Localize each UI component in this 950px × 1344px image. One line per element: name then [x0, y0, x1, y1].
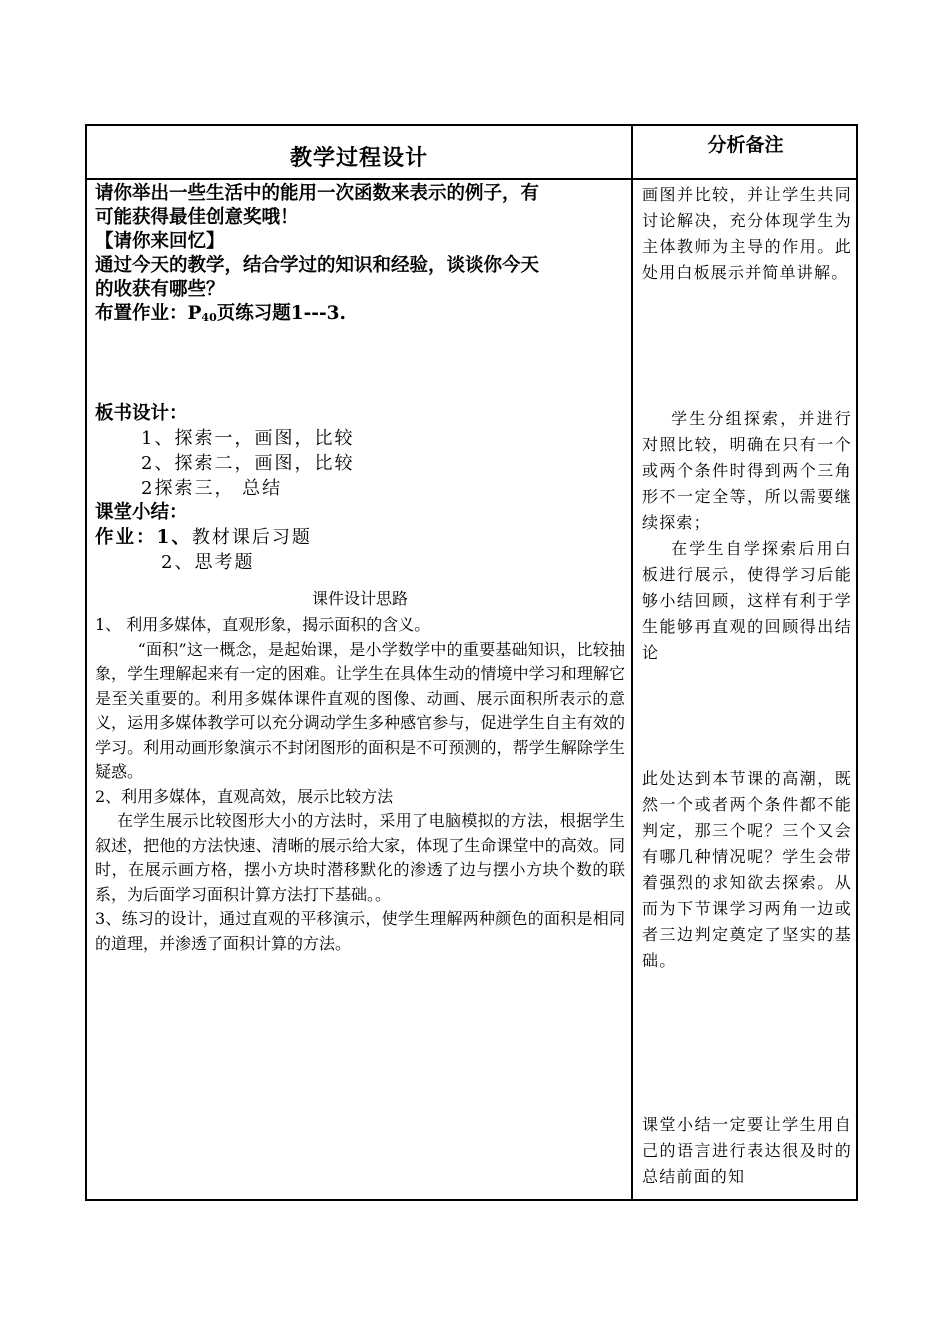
header-teaching-process: 教学过程设计 — [289, 145, 428, 171]
homework-item-2: 2、思考题 — [161, 552, 255, 573]
homework-line — [95, 302, 625, 330]
note: 课堂小结一定要让学生用自己的语言进行表达很及时的总结前面的知 — [642, 1115, 852, 1186]
analysis-notes-column — [642, 182, 852, 1190]
header-analysis-notes: 分析备注 — [707, 134, 784, 156]
homework-item-1 — [95, 525, 625, 550]
lesson-table — [85, 124, 858, 1201]
bold-line: 的收获有哪些？ — [95, 279, 225, 300]
bold-line: 请你举出一些生活中的能用一次函数来表示的例子，有 — [95, 183, 540, 204]
design-paragraph: 2、利用多媒体，直观高效，展示比较方法 — [95, 786, 394, 806]
note: 此处达到本节课的高潮，既然一个或者两个条件都不能判定，那三个呢？三个又会有哪几种情况呢？学生会带着强烈的求知欲去探索。从而为下节课学习两角一边或者三边判定奠定了坚实的基础。 — [642, 769, 852, 970]
note: 画图并比较，并让学生共同讨论解决，充分体现学生为主体教师为主导的作用。此处用白板展示并简单讲解。 — [642, 185, 852, 282]
board-item: 2探索三， 总结 — [141, 478, 283, 499]
board-item: 1、探索一，画图，比较 — [141, 428, 355, 449]
bold-line: 可能获得最佳创意奖哦！ — [95, 207, 299, 228]
header-divider — [87, 178, 856, 180]
bold-line: 【请你来回忆】 — [95, 231, 225, 252]
homework-page: 40 — [201, 311, 217, 324]
design-paragraph: 1、 利用多媒体，直观形象，揭示面积的含义。 — [95, 615, 431, 634]
bold-line: 通过今天的教学，结合学过的知识和经验，谈谈你今天 — [95, 255, 540, 276]
design-paragraph: 3、练习的设计，通过直观的平移演示，使学生理解两种颜色的面积是相同的道理，并渗透了面积计算的方法。 — [95, 909, 625, 953]
note: 学生分组探索，并进行对照比较，明确在只有一个或两个条件时得到两个三角形不一定全等，所以需要继续探索； — [642, 409, 852, 532]
design-title: 课件设计思路 — [311, 589, 408, 608]
design-paragraph: “面积”这一概念，是起始课，是小学数学中的重要基础知识，比较抽象，学生理解起来有一定的困难。让学生在具体生动的情境中学习和理解它是至关重要的。利用多媒体课件直观的图像、动画、展示面积所表示的意义，运用多媒体教学可以充分调动学生多种感官参与，促进学生自主有效的学习。利用动画形象演示不封闭图形的面积是不可预测的，帮学生解除学生疑惑。 — [95, 639, 625, 781]
design-paragraph: 在学生展示比较图形大小的方法时，采用了电脑模拟的方法，根据学生叙述，把他的方法快速、清晰的展示给大家，体现了生命课堂中的高效。同时，在展示画方格，摆小方块时潜移默化的渗透了边与摆小方块个数的联系，为后面学习面积计算方法打下基础。。 — [95, 811, 625, 904]
teaching-process-column — [95, 182, 625, 956]
class-summary-title: 课堂小结： — [95, 502, 188, 523]
homework-label: 作业：1、 — [95, 527, 192, 548]
board-design-title: 板书设计： — [95, 403, 188, 424]
board-item: 2、探索二，画图，比较 — [141, 453, 355, 474]
column-divider — [631, 126, 633, 1199]
homework-prefix: 布置作业：P — [95, 303, 202, 324]
homework-item-text: 教材课后习题 — [191, 527, 312, 548]
homework-suffix: 页练习题1---3. — [216, 303, 346, 324]
note: 在学生自学探索后用白板进行展示，使得学习后能够小结回顾，这样有利于学生能够再直观的回顾得出结论 — [642, 539, 852, 662]
